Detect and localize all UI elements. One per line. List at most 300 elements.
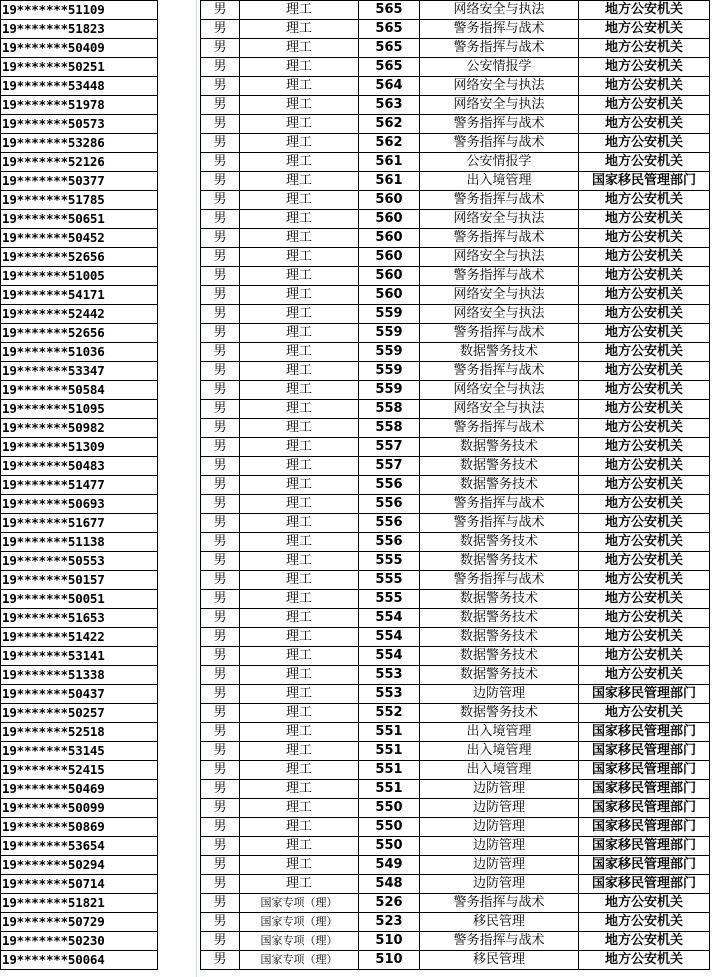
destination-cell: 国家移民管理部门 bbox=[579, 818, 710, 837]
table-row bbox=[201, 951, 710, 970]
major-cell: 警务指挥与战术 bbox=[420, 267, 579, 286]
candidate-id-cell: 19*******51823 bbox=[1, 20, 158, 39]
candidate-id-table bbox=[0, 0, 158, 970]
score-cell: 560 bbox=[359, 191, 420, 210]
candidate-id-cell: 19*******53654 bbox=[1, 837, 158, 856]
major-cell: 网络安全与执法 bbox=[420, 77, 579, 96]
major-cell: 网络安全与执法 bbox=[420, 248, 579, 267]
category-cell: 理工 bbox=[240, 20, 359, 39]
category-cell: 理工 bbox=[240, 628, 359, 647]
category-cell: 理工 bbox=[240, 590, 359, 609]
table-row bbox=[201, 799, 710, 818]
major-cell: 公安情报学 bbox=[420, 58, 579, 77]
destination-cell: 地方公安机关 bbox=[579, 115, 710, 134]
score-cell: 557 bbox=[359, 438, 420, 457]
table-row bbox=[201, 96, 710, 115]
id-row bbox=[1, 134, 158, 153]
table-row bbox=[201, 305, 710, 324]
candidate-id-cell: 19*******51036 bbox=[1, 343, 158, 362]
score-cell: 555 bbox=[359, 571, 420, 590]
id-row bbox=[1, 438, 158, 457]
id-row bbox=[1, 932, 158, 951]
category-cell: 理工 bbox=[240, 191, 359, 210]
major-cell: 警务指挥与战术 bbox=[420, 495, 579, 514]
category-cell: 理工 bbox=[240, 438, 359, 457]
score-cell: 554 bbox=[359, 609, 420, 628]
major-cell: 网络安全与执法 bbox=[420, 96, 579, 115]
destination-cell: 地方公安机关 bbox=[579, 590, 710, 609]
destination-cell: 地方公安机关 bbox=[579, 77, 710, 96]
destination-cell: 地方公安机关 bbox=[579, 210, 710, 229]
table-row bbox=[201, 229, 710, 248]
id-row bbox=[1, 799, 158, 818]
sex-cell: 男 bbox=[201, 191, 240, 210]
major-cell: 移民管理 bbox=[420, 913, 579, 932]
category-cell: 理工 bbox=[240, 875, 359, 894]
major-cell: 数据警务技术 bbox=[420, 476, 579, 495]
candidate-id-cell: 19*******54171 bbox=[1, 286, 158, 305]
score-cell: 510 bbox=[359, 932, 420, 951]
category-cell: 理工 bbox=[240, 742, 359, 761]
candidate-id-cell: 19*******52656 bbox=[1, 324, 158, 343]
category-cell: 理工 bbox=[240, 571, 359, 590]
destination-cell: 国家移民管理部门 bbox=[579, 856, 710, 875]
table-row bbox=[201, 1, 710, 20]
category-cell: 理工 bbox=[240, 552, 359, 571]
id-row bbox=[1, 780, 158, 799]
table-row bbox=[201, 381, 710, 400]
category-cell: 理工 bbox=[240, 210, 359, 229]
candidate-id-cell: 19*******53141 bbox=[1, 647, 158, 666]
major-cell: 边防管理 bbox=[420, 856, 579, 875]
table-row bbox=[201, 780, 710, 799]
category-cell: 理工 bbox=[240, 343, 359, 362]
sex-cell: 男 bbox=[201, 666, 240, 685]
id-row bbox=[1, 571, 158, 590]
table-row bbox=[201, 438, 710, 457]
candidate-id-cell: 19*******50469 bbox=[1, 780, 158, 799]
score-cell: 556 bbox=[359, 495, 420, 514]
destination-cell: 地方公安机关 bbox=[579, 894, 710, 913]
id-row bbox=[1, 210, 158, 229]
id-row bbox=[1, 381, 158, 400]
sex-cell: 男 bbox=[201, 647, 240, 666]
score-cell: 552 bbox=[359, 704, 420, 723]
destination-cell: 地方公安机关 bbox=[579, 153, 710, 172]
major-cell: 边防管理 bbox=[420, 818, 579, 837]
destination-cell: 国家移民管理部门 bbox=[579, 875, 710, 894]
id-row bbox=[1, 685, 158, 704]
major-cell: 数据警务技术 bbox=[420, 552, 579, 571]
category-cell: 理工 bbox=[240, 134, 359, 153]
sex-cell: 男 bbox=[201, 286, 240, 305]
category-cell: 理工 bbox=[240, 419, 359, 438]
candidate-id-cell: 19*******50064 bbox=[1, 951, 158, 970]
id-row bbox=[1, 457, 158, 476]
category-cell: 理工 bbox=[240, 799, 359, 818]
table-row bbox=[201, 932, 710, 951]
id-row bbox=[1, 229, 158, 248]
score-cell: 548 bbox=[359, 875, 420, 894]
id-row bbox=[1, 324, 158, 343]
score-cell: 559 bbox=[359, 305, 420, 324]
id-row bbox=[1, 1, 158, 20]
major-cell: 网络安全与执法 bbox=[420, 210, 579, 229]
candidate-id-cell: 19*******50051 bbox=[1, 590, 158, 609]
table-row bbox=[201, 267, 710, 286]
table-row bbox=[201, 210, 710, 229]
score-cell: 553 bbox=[359, 666, 420, 685]
candidate-id-cell: 19*******50693 bbox=[1, 495, 158, 514]
sex-cell: 男 bbox=[201, 704, 240, 723]
table-row bbox=[201, 818, 710, 837]
table-row bbox=[201, 495, 710, 514]
table-row bbox=[201, 324, 710, 343]
id-row bbox=[1, 894, 158, 913]
sex-cell: 男 bbox=[201, 267, 240, 286]
category-cell: 理工 bbox=[240, 58, 359, 77]
sex-cell: 男 bbox=[201, 153, 240, 172]
destination-cell: 地方公安机关 bbox=[579, 457, 710, 476]
major-cell: 警务指挥与战术 bbox=[420, 191, 579, 210]
sex-cell: 男 bbox=[201, 628, 240, 647]
score-cell: 560 bbox=[359, 267, 420, 286]
table-row bbox=[201, 134, 710, 153]
candidate-id-cell: 19*******50452 bbox=[1, 229, 158, 248]
sex-cell: 男 bbox=[201, 419, 240, 438]
table-row bbox=[201, 343, 710, 362]
destination-cell: 地方公安机关 bbox=[579, 39, 710, 58]
table-row bbox=[201, 647, 710, 666]
candidate-id-cell: 19*******53347 bbox=[1, 362, 158, 381]
table-row bbox=[201, 894, 710, 913]
score-cell: 559 bbox=[359, 343, 420, 362]
candidate-id-cell: 19*******50729 bbox=[1, 913, 158, 932]
id-row bbox=[1, 647, 158, 666]
major-cell: 数据警务技术 bbox=[420, 609, 579, 628]
major-cell: 数据警务技术 bbox=[420, 666, 579, 685]
destination-cell: 地方公安机关 bbox=[579, 932, 710, 951]
candidate-id-cell: 19*******51338 bbox=[1, 666, 158, 685]
major-cell: 网络安全与执法 bbox=[420, 400, 579, 419]
table-row bbox=[201, 362, 710, 381]
id-row bbox=[1, 267, 158, 286]
category-cell: 理工 bbox=[240, 381, 359, 400]
score-cell: 559 bbox=[359, 324, 420, 343]
candidate-id-cell: 19*******53145 bbox=[1, 742, 158, 761]
category-cell: 理工 bbox=[240, 115, 359, 134]
destination-cell: 地方公安机关 bbox=[579, 552, 710, 571]
destination-cell: 国家移民管理部门 bbox=[579, 799, 710, 818]
score-cell: 560 bbox=[359, 248, 420, 267]
category-cell: 理工 bbox=[240, 305, 359, 324]
major-cell: 公安情报学 bbox=[420, 153, 579, 172]
category-cell: 国家专项（理） bbox=[240, 951, 359, 970]
score-cell: 551 bbox=[359, 742, 420, 761]
table-row bbox=[201, 742, 710, 761]
major-cell: 数据警务技术 bbox=[420, 533, 579, 552]
table-row bbox=[201, 115, 710, 134]
score-cell: 565 bbox=[359, 58, 420, 77]
sex-cell: 男 bbox=[201, 229, 240, 248]
destination-cell: 地方公安机关 bbox=[579, 343, 710, 362]
category-cell: 理工 bbox=[240, 837, 359, 856]
major-cell: 警务指挥与战术 bbox=[420, 894, 579, 913]
category-cell: 理工 bbox=[240, 172, 359, 191]
table-row bbox=[201, 58, 710, 77]
major-cell: 边防管理 bbox=[420, 875, 579, 894]
major-cell: 数据警务技术 bbox=[420, 590, 579, 609]
candidate-id-cell: 19*******50584 bbox=[1, 381, 158, 400]
score-cell: 558 bbox=[359, 419, 420, 438]
sex-cell: 男 bbox=[201, 343, 240, 362]
category-cell: 理工 bbox=[240, 267, 359, 286]
sex-cell: 男 bbox=[201, 932, 240, 951]
candidate-id-cell: 19*******53286 bbox=[1, 134, 158, 153]
sex-cell: 男 bbox=[201, 799, 240, 818]
score-cell: 560 bbox=[359, 229, 420, 248]
id-row bbox=[1, 856, 158, 875]
score-cell: 555 bbox=[359, 590, 420, 609]
major-cell: 出入境管理 bbox=[420, 761, 579, 780]
sex-cell: 男 bbox=[201, 590, 240, 609]
category-cell: 理工 bbox=[240, 457, 359, 476]
id-row bbox=[1, 818, 158, 837]
id-row bbox=[1, 552, 158, 571]
table-row bbox=[201, 514, 710, 533]
major-cell: 网络安全与执法 bbox=[420, 1, 579, 20]
id-row bbox=[1, 419, 158, 438]
destination-cell: 地方公安机关 bbox=[579, 514, 710, 533]
candidate-id-cell: 19*******52126 bbox=[1, 153, 158, 172]
table-row bbox=[201, 913, 710, 932]
score-cell: 562 bbox=[359, 134, 420, 153]
sex-cell: 男 bbox=[201, 20, 240, 39]
sex-cell: 男 bbox=[201, 248, 240, 267]
sex-cell: 男 bbox=[201, 514, 240, 533]
id-row bbox=[1, 343, 158, 362]
score-cell: 556 bbox=[359, 514, 420, 533]
candidate-id-cell: 19*******50714 bbox=[1, 875, 158, 894]
score-cell: 561 bbox=[359, 153, 420, 172]
score-cell: 561 bbox=[359, 172, 420, 191]
major-cell: 警务指挥与战术 bbox=[420, 324, 579, 343]
major-cell: 数据警务技术 bbox=[420, 438, 579, 457]
id-row bbox=[1, 913, 158, 932]
id-row bbox=[1, 153, 158, 172]
score-cell: 557 bbox=[359, 457, 420, 476]
candidate-id-cell: 19*******51422 bbox=[1, 628, 158, 647]
major-cell: 警务指挥与战术 bbox=[420, 571, 579, 590]
sex-cell: 男 bbox=[201, 571, 240, 590]
sex-cell: 男 bbox=[201, 875, 240, 894]
id-row bbox=[1, 495, 158, 514]
table-row bbox=[201, 39, 710, 58]
id-row bbox=[1, 514, 158, 533]
candidate-id-cell: 19*******52442 bbox=[1, 305, 158, 324]
id-row bbox=[1, 58, 158, 77]
candidate-id-cell: 19*******51095 bbox=[1, 400, 158, 419]
major-cell: 警务指挥与战术 bbox=[420, 39, 579, 58]
table-row bbox=[201, 172, 710, 191]
id-row bbox=[1, 533, 158, 552]
category-cell: 理工 bbox=[240, 856, 359, 875]
major-cell: 警务指挥与战术 bbox=[420, 20, 579, 39]
major-cell: 数据警务技术 bbox=[420, 343, 579, 362]
table-row bbox=[201, 248, 710, 267]
id-row bbox=[1, 723, 158, 742]
sex-cell: 男 bbox=[201, 96, 240, 115]
candidate-id-cell: 19*******51138 bbox=[1, 533, 158, 552]
id-row bbox=[1, 77, 158, 96]
sex-cell: 男 bbox=[201, 723, 240, 742]
candidate-id-cell: 19*******50294 bbox=[1, 856, 158, 875]
sex-cell: 男 bbox=[201, 457, 240, 476]
score-cell: 560 bbox=[359, 286, 420, 305]
category-cell: 理工 bbox=[240, 96, 359, 115]
candidate-id-cell: 19*******51677 bbox=[1, 514, 158, 533]
destination-cell: 地方公安机关 bbox=[579, 58, 710, 77]
sex-cell: 男 bbox=[201, 609, 240, 628]
sex-cell: 男 bbox=[201, 172, 240, 191]
table-row bbox=[201, 419, 710, 438]
score-cell: 526 bbox=[359, 894, 420, 913]
score-cell: 550 bbox=[359, 818, 420, 837]
sex-cell: 男 bbox=[201, 58, 240, 77]
destination-cell: 地方公安机关 bbox=[579, 305, 710, 324]
destination-cell: 国家移民管理部门 bbox=[579, 780, 710, 799]
table-row bbox=[201, 571, 710, 590]
id-row bbox=[1, 837, 158, 856]
major-cell: 数据警务技术 bbox=[420, 457, 579, 476]
score-cell: 551 bbox=[359, 723, 420, 742]
sex-cell: 男 bbox=[201, 305, 240, 324]
major-cell: 边防管理 bbox=[420, 780, 579, 799]
sex-cell: 男 bbox=[201, 761, 240, 780]
major-cell: 数据警务技术 bbox=[420, 647, 579, 666]
candidate-id-cell: 19*******51109 bbox=[1, 1, 158, 20]
sex-cell: 男 bbox=[201, 495, 240, 514]
candidate-id-cell: 19*******50409 bbox=[1, 39, 158, 58]
candidate-id-cell: 19*******50573 bbox=[1, 115, 158, 134]
destination-cell: 地方公安机关 bbox=[579, 20, 710, 39]
score-cell: 554 bbox=[359, 628, 420, 647]
candidate-id-cell: 19*******50651 bbox=[1, 210, 158, 229]
id-row bbox=[1, 362, 158, 381]
category-cell: 理工 bbox=[240, 761, 359, 780]
score-cell: 565 bbox=[359, 1, 420, 20]
score-cell: 555 bbox=[359, 552, 420, 571]
destination-cell: 地方公安机关 bbox=[579, 134, 710, 153]
destination-cell: 国家移民管理部门 bbox=[579, 685, 710, 704]
table-row bbox=[201, 457, 710, 476]
sex-cell: 男 bbox=[201, 533, 240, 552]
score-cell: 565 bbox=[359, 20, 420, 39]
major-cell: 警务指挥与战术 bbox=[420, 932, 579, 951]
major-cell: 警务指挥与战术 bbox=[420, 419, 579, 438]
id-row bbox=[1, 248, 158, 267]
score-cell: 565 bbox=[359, 39, 420, 58]
table-row bbox=[201, 533, 710, 552]
sex-cell: 男 bbox=[201, 381, 240, 400]
sex-cell: 男 bbox=[201, 39, 240, 58]
candidate-id-cell: 19*******52415 bbox=[1, 761, 158, 780]
candidate-id-cell: 19*******51821 bbox=[1, 894, 158, 913]
score-cell: 556 bbox=[359, 533, 420, 552]
major-cell: 出入境管理 bbox=[420, 172, 579, 191]
destination-cell: 地方公安机关 bbox=[579, 324, 710, 343]
table-row bbox=[201, 685, 710, 704]
score-cell: 559 bbox=[359, 381, 420, 400]
score-cell: 510 bbox=[359, 951, 420, 970]
major-cell: 边防管理 bbox=[420, 837, 579, 856]
sex-cell: 男 bbox=[201, 780, 240, 799]
id-row bbox=[1, 742, 158, 761]
score-cell: 563 bbox=[359, 96, 420, 115]
candidate-id-cell: 19*******50483 bbox=[1, 457, 158, 476]
id-row bbox=[1, 476, 158, 495]
destination-cell: 地方公安机关 bbox=[579, 951, 710, 970]
category-cell: 理工 bbox=[240, 780, 359, 799]
table-row bbox=[201, 723, 710, 742]
destination-cell: 地方公安机关 bbox=[579, 267, 710, 286]
sex-cell: 男 bbox=[201, 856, 240, 875]
major-cell: 数据警务技术 bbox=[420, 628, 579, 647]
table-row bbox=[201, 609, 710, 628]
sex-cell: 男 bbox=[201, 476, 240, 495]
candidate-id-cell: 19*******53448 bbox=[1, 77, 158, 96]
candidate-id-cell: 19*******51477 bbox=[1, 476, 158, 495]
major-cell: 出入境管理 bbox=[420, 742, 579, 761]
id-row bbox=[1, 666, 158, 685]
id-row bbox=[1, 20, 158, 39]
category-cell: 理工 bbox=[240, 685, 359, 704]
destination-cell: 国家移民管理部门 bbox=[579, 172, 710, 191]
destination-cell: 地方公安机关 bbox=[579, 628, 710, 647]
category-cell: 理工 bbox=[240, 533, 359, 552]
table-row bbox=[201, 628, 710, 647]
score-cell: 550 bbox=[359, 799, 420, 818]
major-cell: 出入境管理 bbox=[420, 723, 579, 742]
category-cell: 理工 bbox=[240, 400, 359, 419]
table-row bbox=[201, 400, 710, 419]
major-cell: 边防管理 bbox=[420, 685, 579, 704]
score-cell: 551 bbox=[359, 761, 420, 780]
score-cell: 558 bbox=[359, 400, 420, 419]
table-row bbox=[201, 590, 710, 609]
candidate-id-cell: 19*******51653 bbox=[1, 609, 158, 628]
category-cell: 理工 bbox=[240, 248, 359, 267]
sex-cell: 男 bbox=[201, 913, 240, 932]
major-cell: 网络安全与执法 bbox=[420, 305, 579, 324]
table-row bbox=[201, 666, 710, 685]
sex-cell: 男 bbox=[201, 115, 240, 134]
destination-cell: 地方公安机关 bbox=[579, 571, 710, 590]
id-row bbox=[1, 590, 158, 609]
destination-cell: 地方公安机关 bbox=[579, 666, 710, 685]
major-cell: 网络安全与执法 bbox=[420, 381, 579, 400]
major-cell: 警务指挥与战术 bbox=[420, 229, 579, 248]
sex-cell: 男 bbox=[201, 552, 240, 571]
category-cell: 理工 bbox=[240, 39, 359, 58]
sex-cell: 男 bbox=[201, 951, 240, 970]
candidate-id-cell: 19*******51309 bbox=[1, 438, 158, 457]
score-cell: 523 bbox=[359, 913, 420, 932]
score-cell: 554 bbox=[359, 647, 420, 666]
major-cell: 警务指挥与战术 bbox=[420, 362, 579, 381]
sex-cell: 男 bbox=[201, 362, 240, 381]
admission-details-table bbox=[200, 0, 710, 970]
